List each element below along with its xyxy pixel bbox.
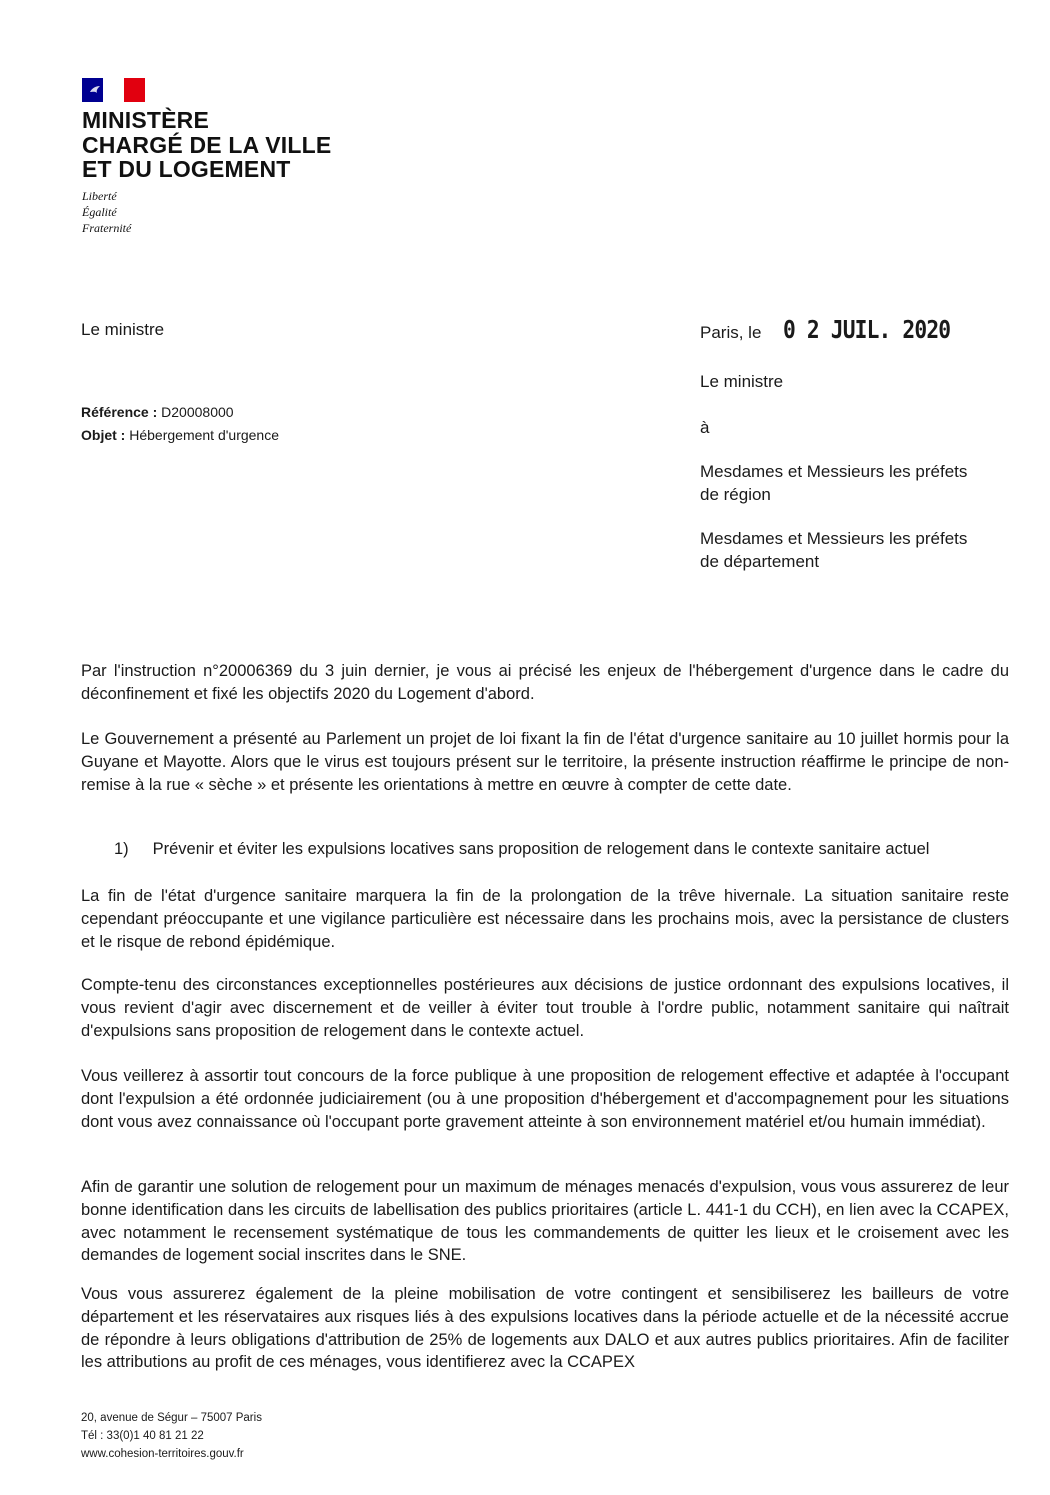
motto-fraternite: Fraternité <box>82 220 132 235</box>
ministry-line-3: ET DU LOGEMENT <box>82 156 291 182</box>
sender: Le ministre <box>81 320 165 339</box>
paragraph-4: Compte-tenu des circonstances exceptionnelles postérieures aux décisions de justice ordonnant des expulsions locatives, il vous revient d'agir avec discernement et de veiller à éviter tout trouble à l'ordre public, notamment sanitaire qui naîtrait d'expulsions sans proposition de relogement dans le contexte actuel. <box>81 976 1009 1040</box>
reference-line <box>81 401 279 424</box>
recipient-group2-line1: Mesdames et Messieurs les préfets <box>700 529 968 548</box>
subject-line <box>81 424 279 447</box>
date-prefix: Paris, le <box>700 323 762 342</box>
reference-value: D20008000 <box>161 404 234 420</box>
footer-address: 20, avenue de Ségur – 75007 Paris <box>81 1412 262 1424</box>
paragraph-5: Vous veillerez à assortir tout concours de la force publique à une proposition de relogement effective et adaptée à l'occupant dont l'expulsion a été ordonnée judiciairement (ou à une proposition d'hébergement et d'accompagnement pour les situations dont vous avez connaissance où l'occupant porte gravement atteinte à son environnement matériel et/ou humain immédiat). <box>81 1067 1009 1131</box>
recipient-block <box>700 315 980 571</box>
paragraph-7: Vous vous assurerez également de la pleine mobilisation de votre contingent et sensibiliserez les bailleurs de votre département et les réservataires aux risques liés à des expulsions locatives dans la période actuelle et de la nécessité accrue de répondre à leurs obligations d'attribution de 25% de logements aux DALO et aux autres publics prioritaires. Afin de faciliter les attributions au profit de ces ménages, vous identifierez avec la CCAPEX <box>81 1285 1009 1372</box>
recipient-group1-line1: Mesdames et Messieurs les préfets <box>700 462 968 481</box>
section-number: 1) <box>114 840 129 858</box>
dateline <box>700 315 980 344</box>
motto-liberte: Liberté <box>82 188 117 203</box>
reference-block <box>81 401 279 447</box>
recipient-group2-line2: de département <box>700 552 820 571</box>
section-heading-1 <box>114 840 929 859</box>
footer-website: www.cohesion-territoires.gouv.fr <box>81 1448 244 1460</box>
recipient-from: Le ministre <box>700 372 784 391</box>
subject-value: Hébergement d'urgence <box>129 427 280 443</box>
paragraph-1: Par l'instruction n°20006369 du 3 juin dernier, je vous ai précisé les enjeux de l'hébergement d'urgence dans le cadre du déconfinement et fixé les objectifs 2020 du Logement d'abord. <box>81 662 1009 703</box>
ministry-line-1: MINISTÈRE <box>82 107 210 133</box>
footer-phone: Tél : 33(0)1 40 81 21 22 <box>81 1430 204 1442</box>
ministry-logo <box>82 78 331 236</box>
paragraph-6: Afin de garantir une solution de relogement pour un maximum de ménages menacés d'expulsion, vous vous assurerez de leur bonne identification dans les circuits de labellisation des publics prioritaires (article L. 441-1 du CCH), en lien avec la CCAPEX, avec notamment le recensement systématique de tous les commandements de quitter les lieux et le croisement avec les demandes de logement social inscrites dans le SNE. <box>81 1178 1009 1265</box>
paragraph-2: Le Gouvernement a présenté au Parlement un projet de loi fixant la fin de l'état d'urgence sanitaire au 10 juillet hormis pour la Guyane et Mayotte. Alors que le virus est toujours présent sur le territoire, la présente instruction réaffirme le principe de non-remise à la rue « sèche » et présente les orientations à mettre en œuvre à compter de cette date. <box>81 730 1009 794</box>
ministry-name <box>82 108 331 182</box>
motto <box>82 188 331 236</box>
motto-egalite: Égalité <box>82 204 117 219</box>
section-title: Prévenir et éviter les expulsions locatives sans proposition de relogement dans le contexte sanitaire actuel <box>152 840 930 858</box>
footer <box>81 1409 262 1463</box>
recipient-to: à <box>700 418 710 437</box>
recipient-group1-line2: de région <box>700 485 771 504</box>
french-flag-icon <box>82 78 145 102</box>
ministry-line-2: CHARGÉ DE LA VILLE <box>82 131 332 158</box>
reference-label: Référence : <box>81 404 158 420</box>
paragraph-3: La fin de l'état d'urgence sanitaire marquera la fin de la prolongation de la trêve hivernale. La situation sanitaire reste cependant préoccupante et une vigilance particulière est nécessaire dans les prochains mois, avec la persistance de clusters et le risque de rebond épidémique. <box>81 887 1009 951</box>
date-stamp: 0 2 JUIL. 2020 <box>783 315 951 344</box>
subject-label: Objet : <box>81 427 126 443</box>
